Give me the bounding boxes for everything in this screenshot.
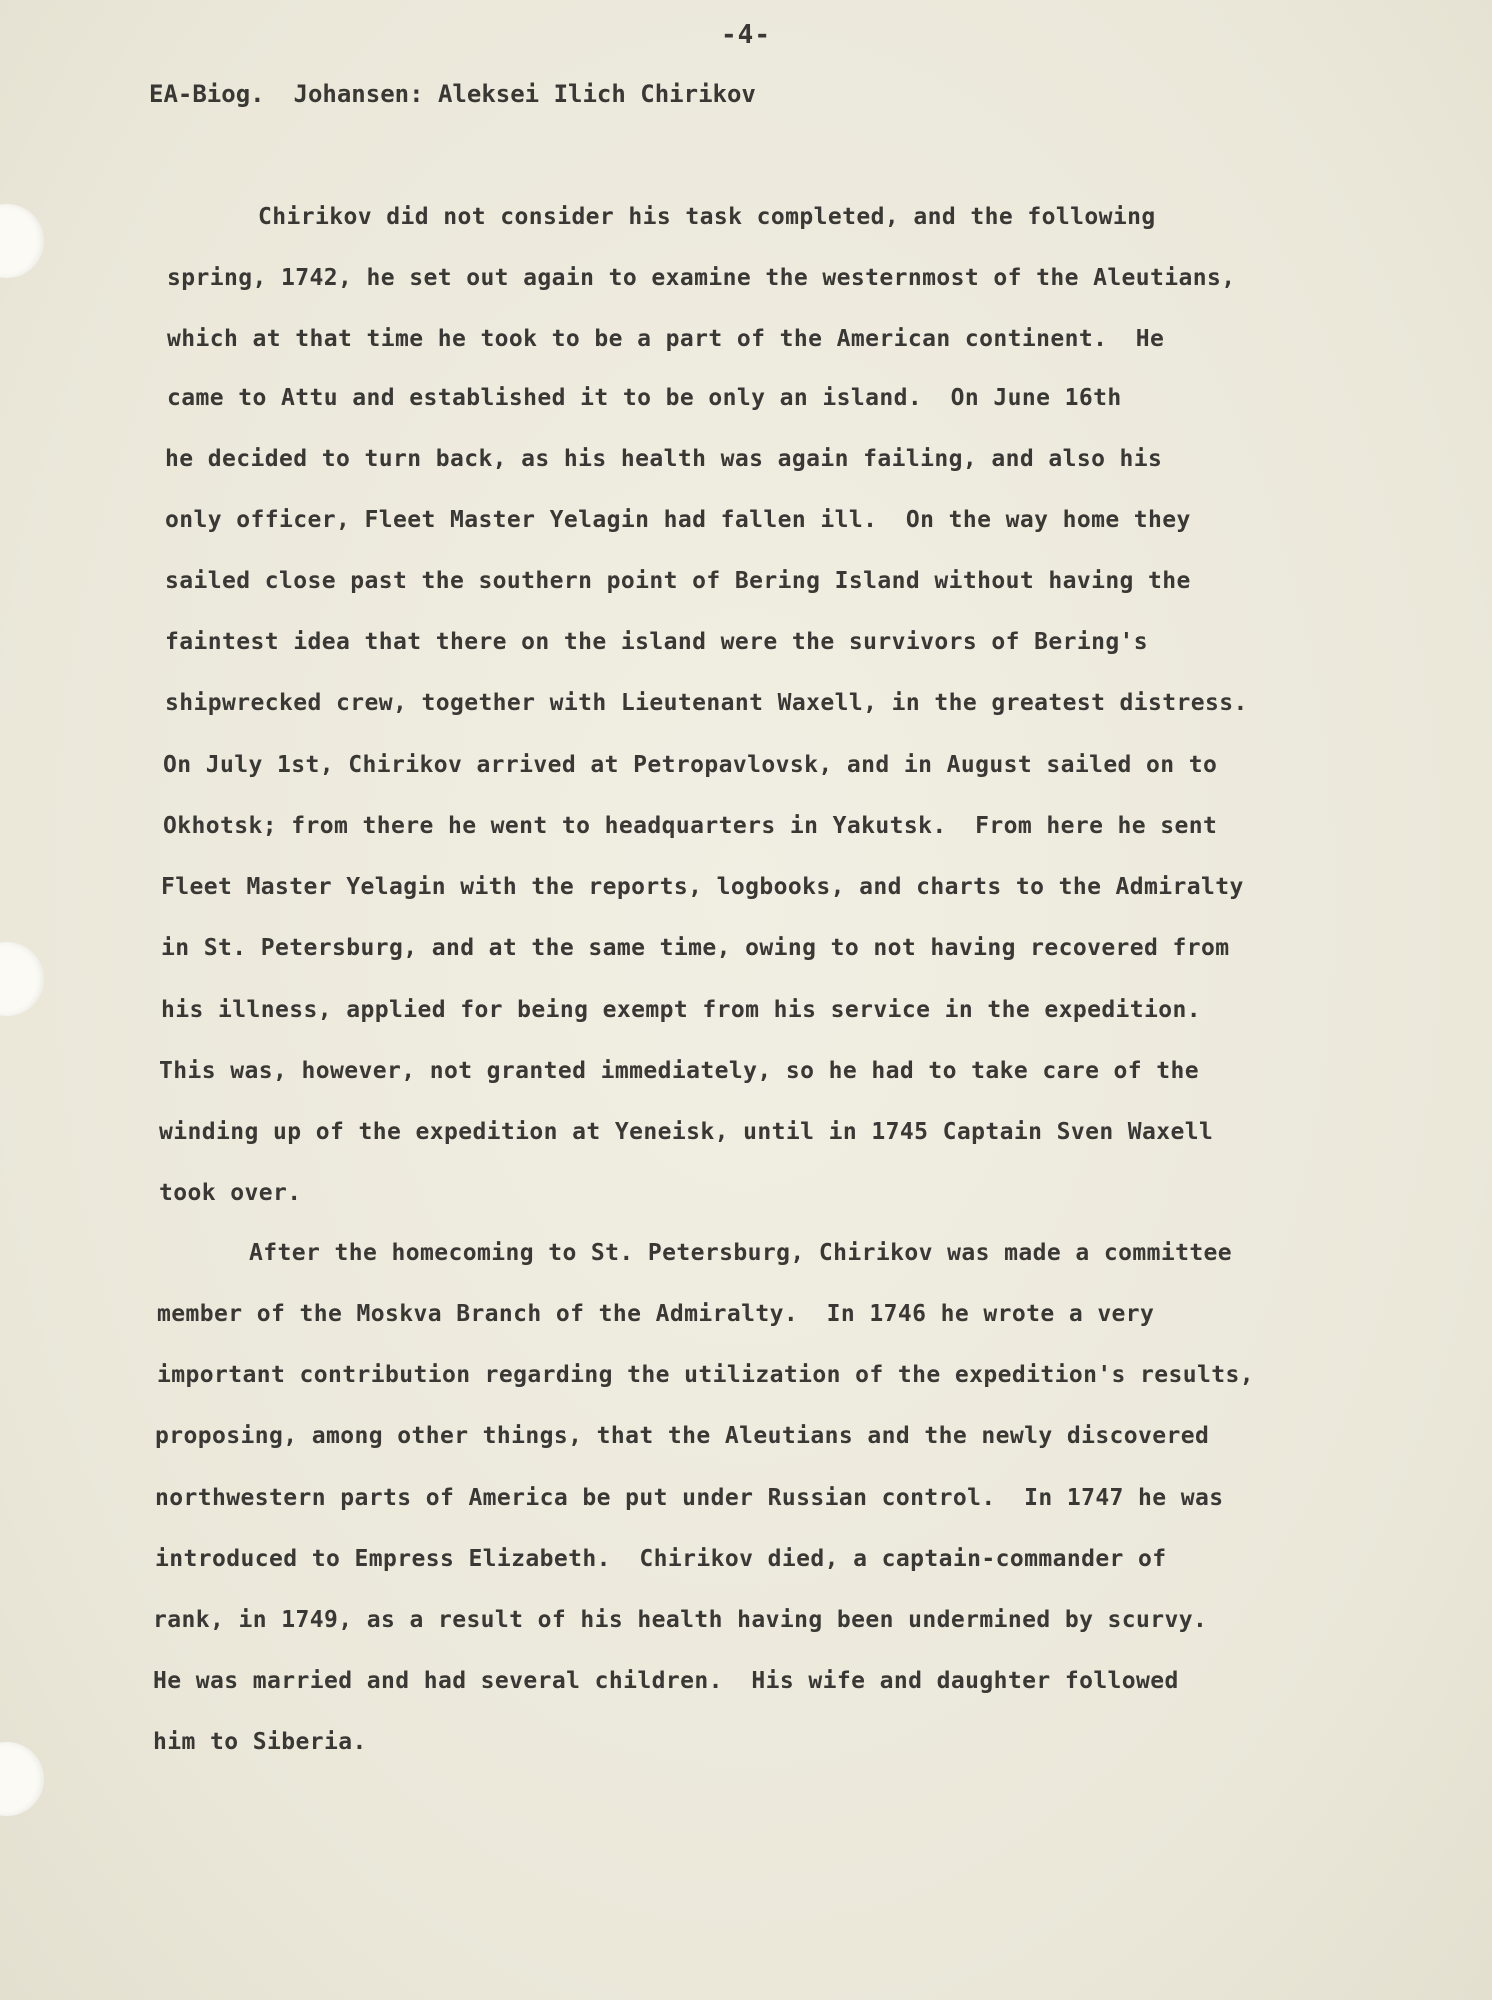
text-line: faintest idea that there on the island were the survivors of Bering's	[165, 629, 1149, 655]
punch-hole	[0, 1742, 44, 1816]
text-line: Okhotsk; from there he went to headquarters in Yakutsk. From here he sent	[163, 813, 1218, 839]
text-line: spring, 1742, he set out again to examine the westernmost of the Aleutians,	[167, 265, 1236, 291]
text-line: winding up of the expedition at Yeneisk, until in 1745 Captain Sven Waxell	[159, 1119, 1214, 1145]
text-line: Chirikov did not consider his task completed, and the following	[258, 204, 1156, 230]
text-line: sailed close past the southern point of Bering Island without having the	[165, 568, 1191, 594]
text-line: member of the Moskva Branch of the Admiralty. In 1746 he wrote a very	[157, 1301, 1155, 1327]
text-line: proposing, among other things, that the Aleutians and the newly discovered	[155, 1423, 1210, 1449]
text-line: he decided to turn back, as his health was again failing, and also his	[165, 446, 1163, 472]
punch-hole	[0, 942, 44, 1016]
text-line: important contribution regarding the utilization of the expedition's results,	[157, 1362, 1255, 1388]
document-header: EA-Biog. Johansen: Aleksei Ilich Chirikov	[149, 80, 756, 108]
text-line: which at that time he took to be a part of the American continent. He	[167, 326, 1165, 352]
text-line: He was married and had several children. His wife and daughter followed	[153, 1668, 1179, 1694]
text-line: This was, however, not granted immediately, so he had to take care of the	[159, 1058, 1200, 1084]
text-line: introduced to Empress Elizabeth. Chirikov died, a captain-commander of	[155, 1546, 1167, 1572]
text-line: On July 1st, Chirikov arrived at Petropavlovsk, and in August sailed on to	[163, 752, 1218, 778]
text-line: took over.	[159, 1180, 302, 1206]
text-line: After the homecoming to St. Petersburg, Chirikov was made a committee	[249, 1240, 1233, 1266]
page-number: -4-	[721, 20, 771, 50]
text-line: shipwrecked crew, together with Lieutenant Waxell, in the greatest distress.	[165, 690, 1248, 716]
text-line: rank, in 1749, as a result of his health having been undermined by scurvy.	[153, 1607, 1208, 1633]
text-line: Fleet Master Yelagin with the reports, logbooks, and charts to the Admiralty	[161, 874, 1244, 900]
text-line: his illness, applied for being exempt from his service in the expedition.	[161, 997, 1202, 1023]
text-line: came to Attu and established it to be only an island. On June 16th	[167, 385, 1122, 411]
text-line: northwestern parts of America be put under Russian control. In 1747 he was	[155, 1485, 1224, 1511]
text-line: him to Siberia.	[153, 1729, 367, 1755]
text-line: only officer, Fleet Master Yelagin had fallen ill. On the way home they	[165, 507, 1191, 533]
punch-hole	[0, 204, 44, 278]
text-line: in St. Petersburg, and at the same time, owing to not having recovered from	[161, 935, 1230, 961]
